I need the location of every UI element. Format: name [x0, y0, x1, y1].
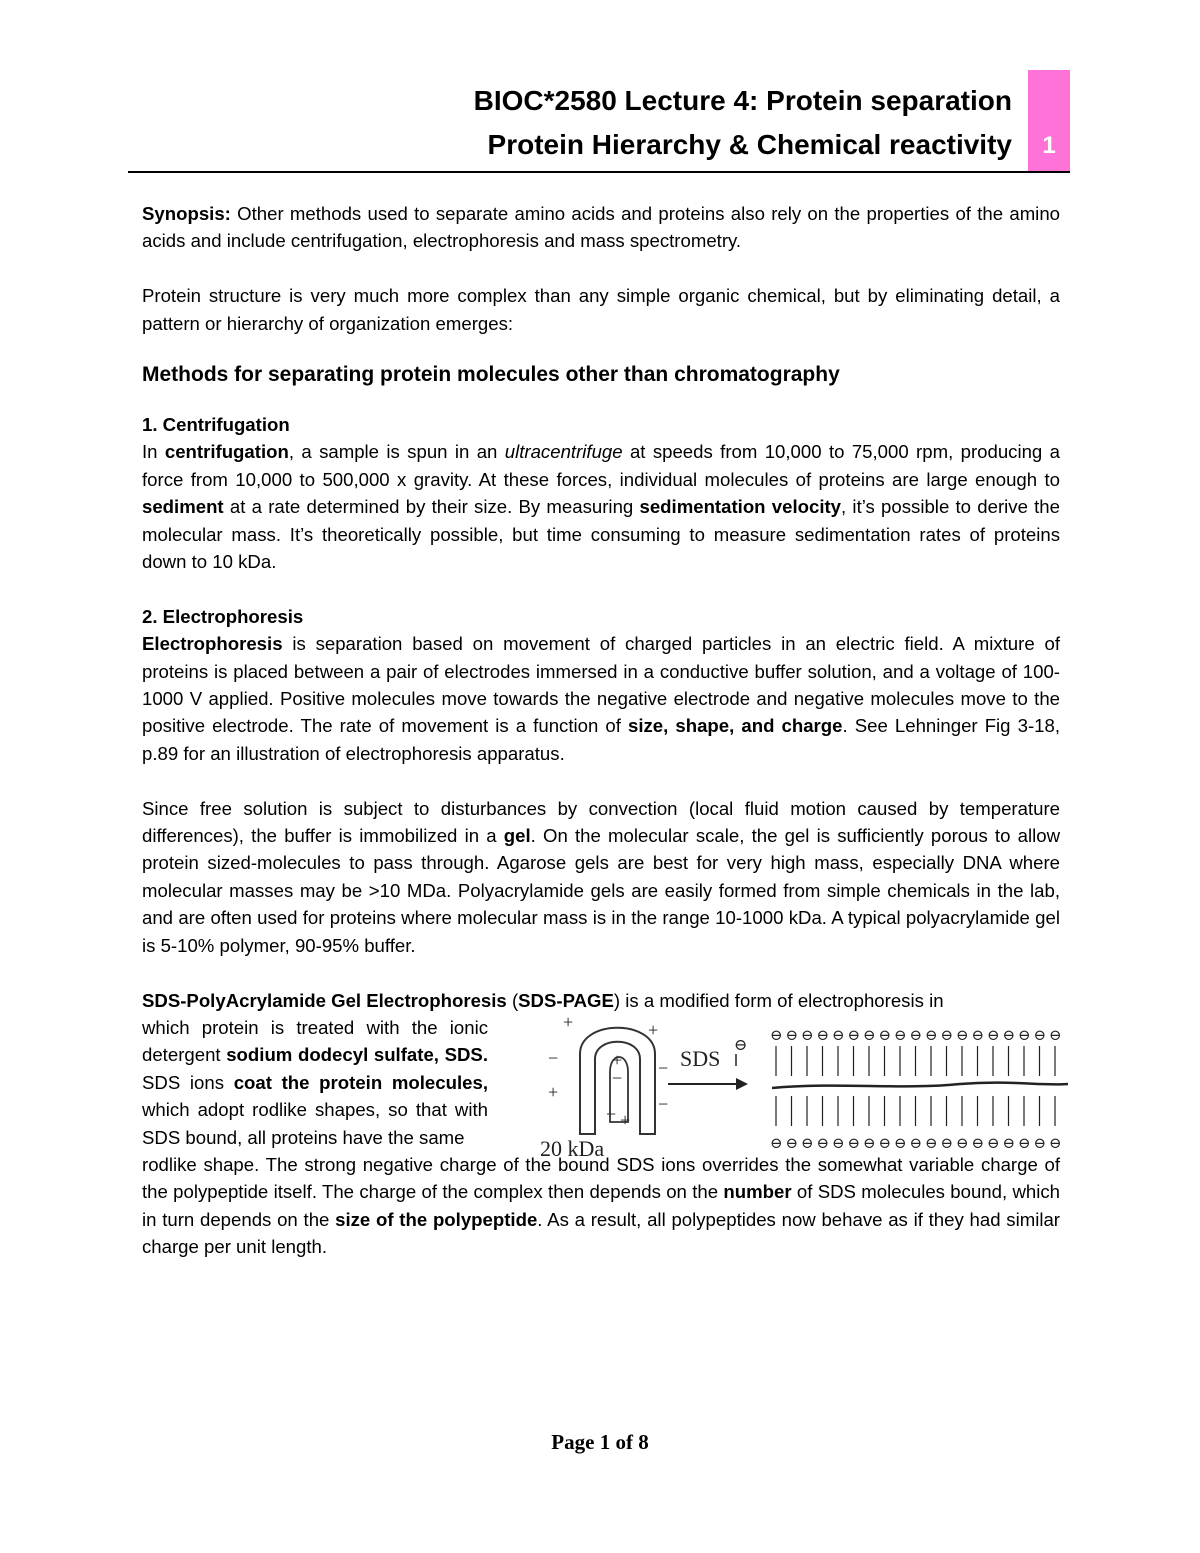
synopsis-text: Other methods used to separate amino acids and proteins also rely on the properties of the amino acids and include centrifugation, electrophoresis and mass spectrometry. — [142, 203, 1060, 252]
svg-text:−: − — [606, 1103, 617, 1124]
sds-head-icon: ⊖ — [956, 1135, 969, 1152]
svg-text:+: + — [548, 1081, 559, 1102]
sds-head-icon: ⊖ — [909, 1135, 923, 1152]
sds-head-icon: ⊖ — [987, 1135, 1000, 1152]
gel-paragraph: Since free solution is subject to disturbances by convection (local fluid motion caused by temperature differences), the buffer is immobilized in a gel. On the molecular scale, the gel is sufficiently porous to allow protein sized-molecules to pass through. Agarose gels are best for very high mass, especially DNA where molecular masses may be >10 MDa. Polyacrylamide gels are easily formed from simple chemicals in the lab, and are often used for proteins where molecular mass is in the range 10-1000 kDa. A typical polyacrylamide gel is 5-10% polymer, 90-95% buffer. — [142, 797, 1060, 956]
page-number-tab — [1028, 70, 1070, 172]
intro-paragraph: Protein structure is very much more complex than any simple organic chemical, but by eliminating detail, a pattern or hierarchy of organization emerges: — [142, 285, 1060, 334]
sds-head-icon: ⊖ — [770, 1027, 783, 1044]
sds-page-intro: SDS-PolyAcrylamide Gel Electrophoresis (SDS-PAGE) is a modified form of electrophoresis in — [142, 989, 944, 1011]
sds-head-icon: ⊖ — [940, 1135, 954, 1152]
sds-head-icon: ⊖ — [894, 1027, 907, 1044]
sds-head-icon: ⊖ — [863, 1135, 876, 1152]
sds-head-icon: ⊖ — [847, 1135, 861, 1152]
sds-head-icon: ⊖ — [956, 1027, 969, 1044]
svg-text:−: − — [658, 1093, 669, 1114]
sds-head-icon: ⊖ — [971, 1135, 985, 1152]
sds-head-icon: ⊖ — [1018, 1027, 1031, 1044]
electrophoresis-paragraph: Electrophoresis is separation based on movement of charged particles in an electric field. A mixture of proteins is placed between a pair of electrodes immersed in a conductive buffer solution, and a voltage of 100-1000 V applied. Positive molecules move towards the negative electrode and negative molecules move to the positive electrode. The rate of movement is a function of size, shape, and charge. See Lehninger Fig 3-18, p.89 for an illustration of electrophoresis apparatus. — [142, 633, 1060, 764]
protein-charges — [548, 1014, 668, 1130]
svg-text:+: + — [563, 1013, 574, 1032]
sds-head-icon: ⊖ — [971, 1027, 985, 1044]
sds-head-icon: ⊖ — [987, 1027, 1000, 1044]
sds-head-icon: ⊖ — [940, 1027, 954, 1044]
svg-text:+: + — [612, 1049, 623, 1070]
sds-head-icon: ⊖ — [801, 1027, 814, 1044]
sds-head-icon: ⊖ — [801, 1135, 814, 1152]
sds-continuation: rodlike shape. The strong negative charge of the bound SDS ions overrides the somewhat variable charge of the polypeptide itself. The charge of the complex then depends on the number of SDS molecules bound, which in turn depends on the size of the polypeptide. As a result, all polypeptides now behave as if they had similar charge per unit length. — [142, 1153, 1061, 1258]
sds-head-groups — [770, 1028, 1062, 1152]
lecture-title: BIOC*2580 Lecture 4: Protein separation — [473, 85, 1012, 116]
sds-head-icon: ⊖ — [1033, 1135, 1047, 1152]
sds-diagram — [540, 1014, 1080, 1164]
sds-head-icon: ⊖ — [832, 1027, 845, 1044]
sds-head-icon: ⊖ — [816, 1135, 830, 1152]
centrifugation-paragraph: In centrifugation, a sample is spun in an ultracentrifuge at speeds from 10,000 to 75,000 rpm, producing a force from 10,000 to 500,000 x gravity. At these forces, individual molecules of proteins are large enough to sediment at a rate determined by their size. By measuring sedimentation velocity, it’s possible to derive the molecular mass. It’s theoretically possible, but time consuming to measure sedimentation rates of proteins down to 10 kDa. — [142, 441, 1060, 573]
svg-text:+: + — [620, 1109, 631, 1130]
synopsis-paragraph — [142, 200, 1060, 255]
sds-head-icon: ⊖ — [847, 1027, 861, 1044]
electrophoresis-heading: 2. Electrophoresis — [142, 605, 304, 627]
sds-head-icon: ⊖ — [894, 1135, 907, 1152]
page-footer: Page 1 of 8 — [551, 1430, 649, 1454]
sds-head-icon: ⊖ — [1018, 1135, 1031, 1152]
sds-head-icon: ⊖ — [1002, 1027, 1016, 1044]
svg-text:−: − — [612, 1067, 623, 1088]
sds-head-icon: ⊖ — [1033, 1027, 1047, 1044]
sds-head-icon: ⊖ — [785, 1135, 799, 1152]
sds-wrap-block — [142, 1013, 1062, 1161]
svg-text:−: − — [658, 1057, 669, 1078]
header-divider — [128, 171, 1070, 173]
sds-head-icon: ⊖ — [925, 1135, 938, 1152]
page-header — [128, 70, 1070, 172]
sds-head-icon: ⊖ — [925, 1027, 938, 1044]
section-heading: Methods for separating protein molecules other than chromatography — [142, 363, 840, 387]
centrifugation-heading: 1. Centrifugation — [142, 414, 290, 436]
sds-figure — [540, 1014, 1080, 1164]
sds-head-icon: ⊖ — [863, 1027, 876, 1044]
svg-text:−: − — [548, 1047, 559, 1068]
polypeptide-backbone — [772, 1082, 1068, 1087]
sds-head-icon: ⊖ — [832, 1135, 845, 1152]
sds-wrapped-text: which protein is treated with the ionic detergent sodium dodecyl sulfate, SDS. SDS ions coat the protein molecules, which adopt rodlike shapes, so that with SDS bound, all proteins have the same — [142, 1016, 488, 1148]
sds-head-icon: ⊖ — [785, 1027, 799, 1044]
synopsis-label: Synopsis: — [142, 203, 231, 224]
svg-text:+: + — [648, 1019, 659, 1040]
sds-head-icon: ⊖ — [770, 1135, 783, 1152]
document-body — [142, 200, 1060, 1261]
sds-label: SDS — [680, 1045, 721, 1071]
sds-head-icon: ⊖ — [878, 1027, 892, 1044]
page-tab-number: 1 — [1042, 132, 1056, 159]
sds-head-icon: ⊖ — [1049, 1027, 1062, 1044]
sds-head-icon: ⊖ — [816, 1027, 830, 1044]
sds-head-icon: ⊖ — [1049, 1135, 1062, 1152]
sds-head-icon: ⊖ — [878, 1135, 892, 1152]
sds-head-icon: ⊖ — [909, 1027, 923, 1044]
sds-ion-symbol: ⊖ — [734, 1036, 748, 1054]
lecture-subtitle: Protein Hierarchy & Chemical reactivity — [487, 129, 1012, 160]
sds-head-icon: ⊖ — [1002, 1135, 1016, 1152]
mass-label: 20 kDa — [540, 1135, 605, 1161]
